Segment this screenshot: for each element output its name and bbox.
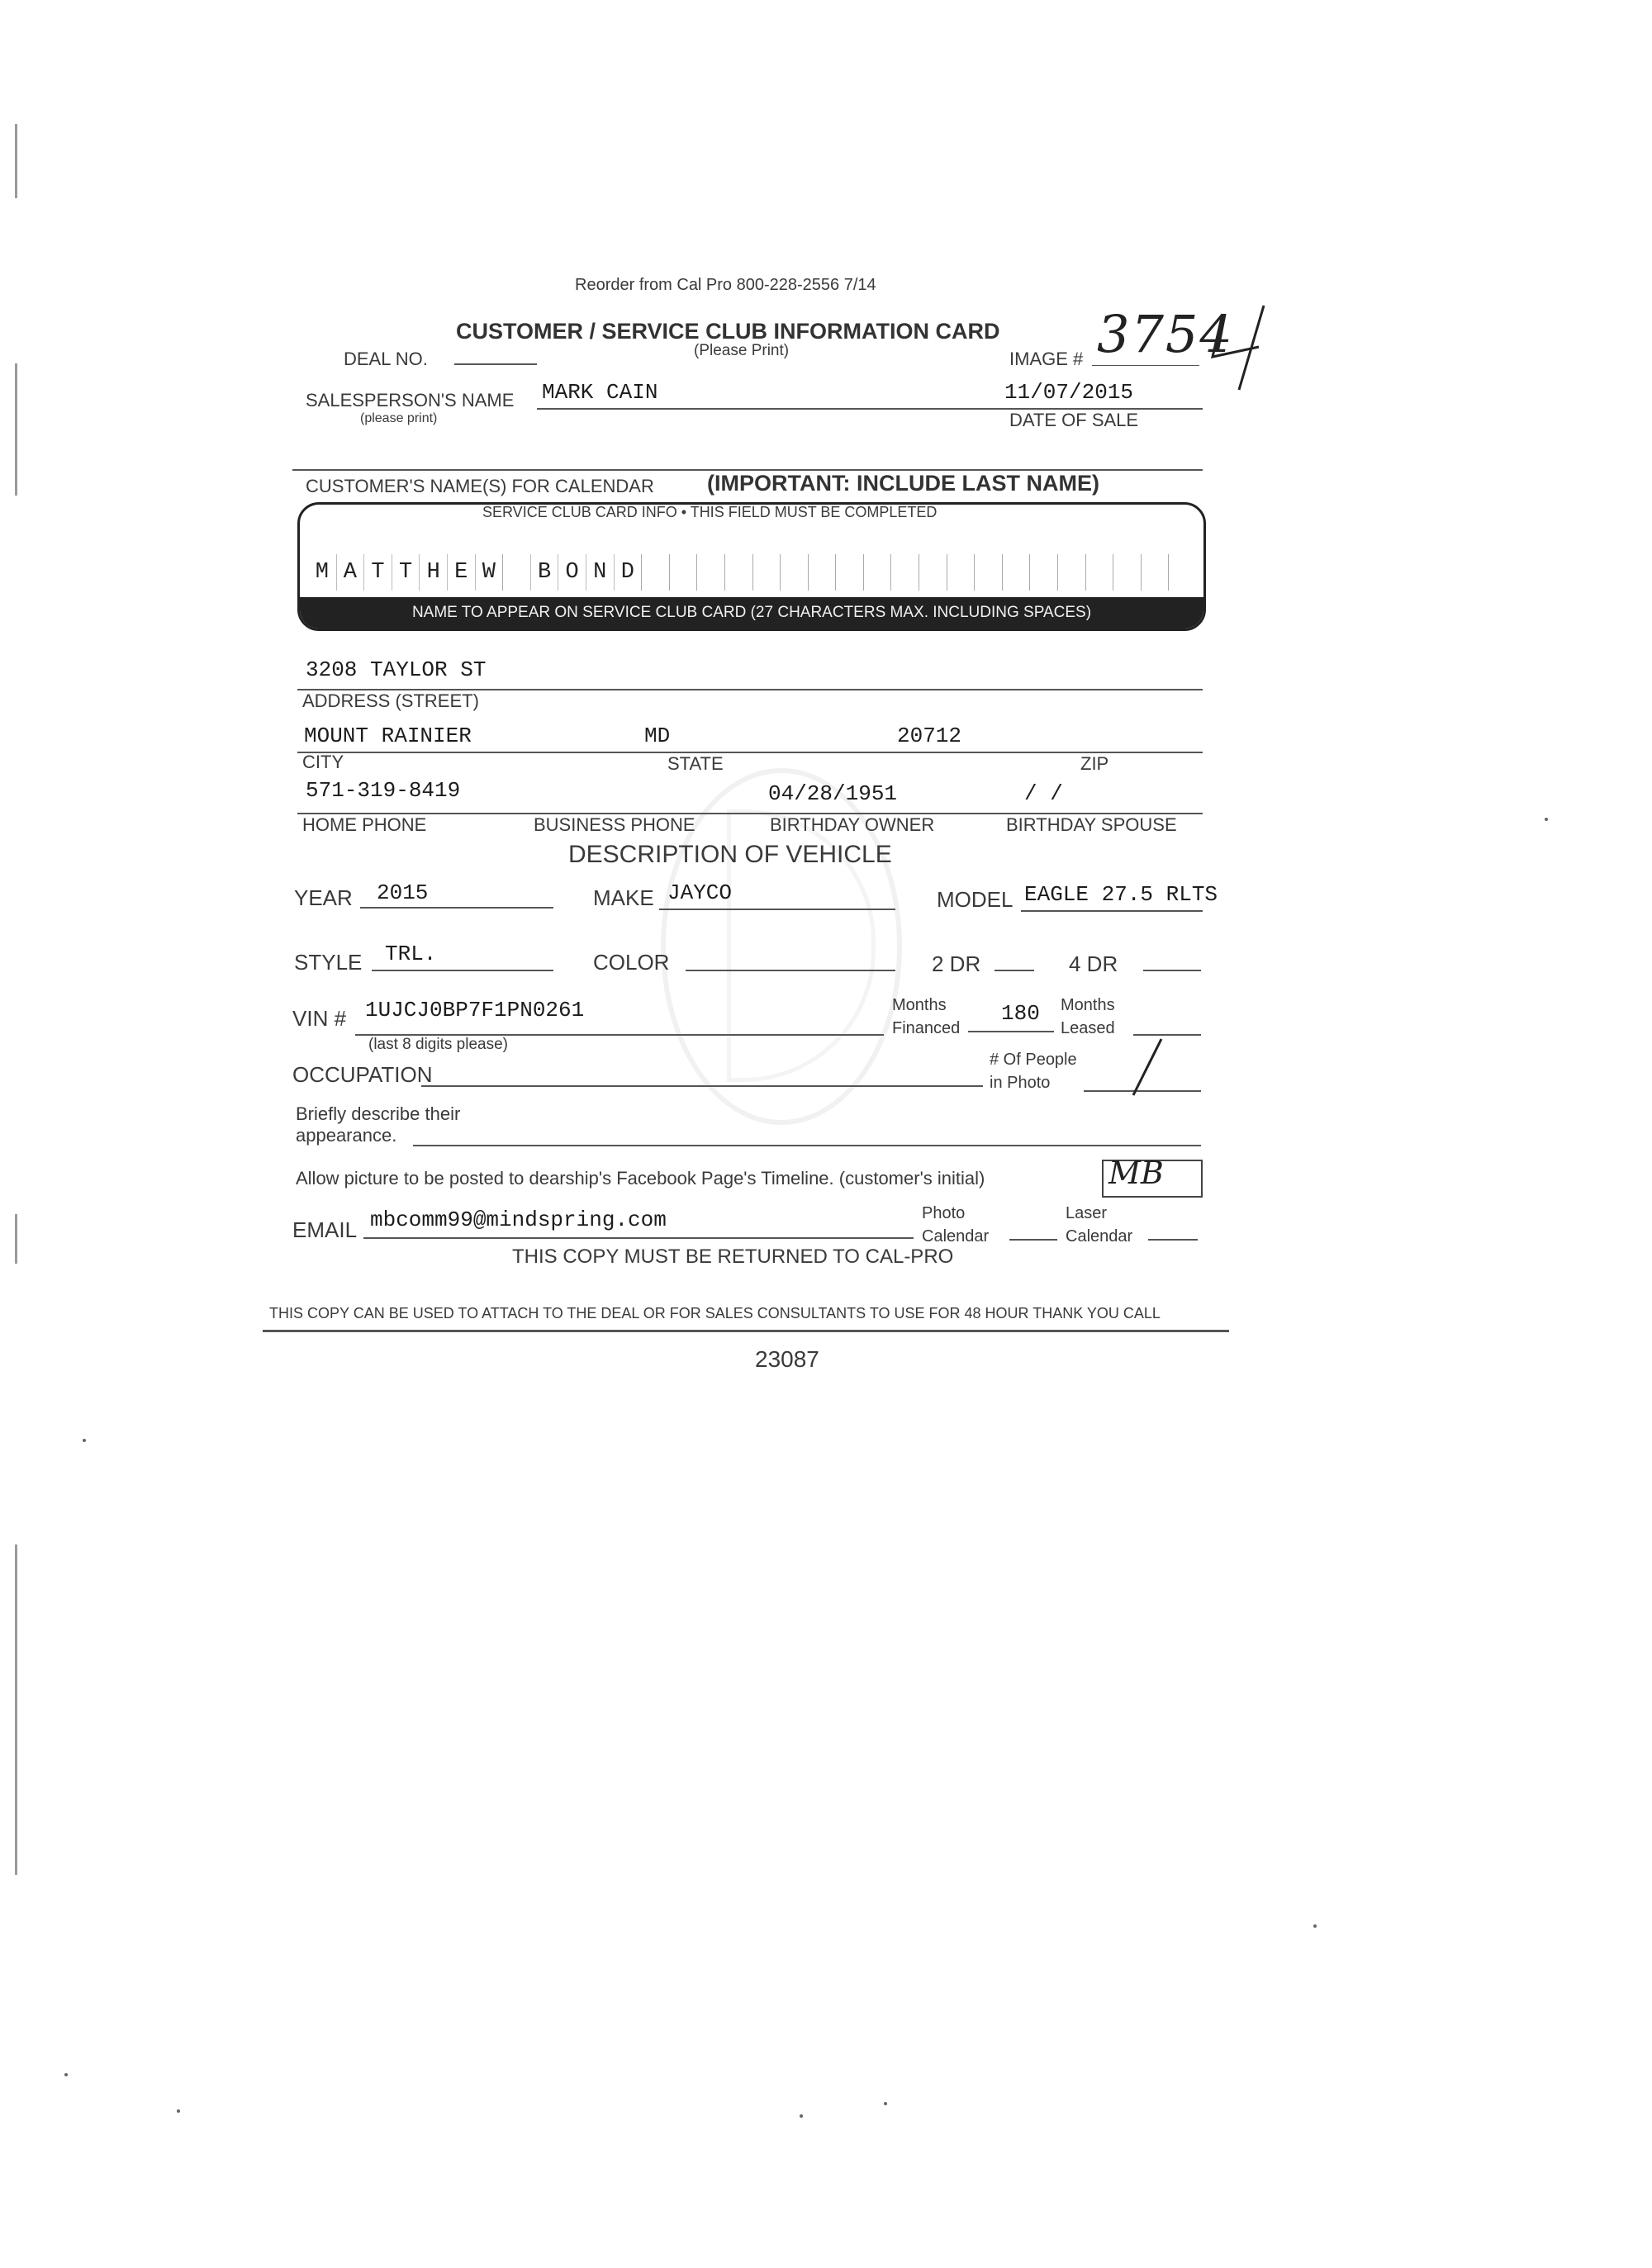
laser-calendar-bottom: Calendar [1066, 1227, 1133, 1246]
card-name-cell[interactable] [502, 554, 530, 591]
card-name-cell[interactable]: O [558, 554, 586, 591]
year-label: YEAR [294, 885, 353, 910]
email-line [363, 1237, 914, 1239]
form-title: CUSTOMER / SERVICE CLUB INFORMATION CARD [456, 319, 1000, 344]
style-value[interactable]: TRL. [385, 942, 437, 966]
card-name-cell[interactable]: W [475, 554, 503, 591]
card-name-cell[interactable] [947, 554, 975, 591]
service-club-card-field[interactable] [297, 502, 1206, 631]
card-name-cell[interactable] [1057, 554, 1085, 591]
state-label: STATE [667, 753, 724, 774]
occupation-field[interactable] [421, 1085, 983, 1087]
reorder-line: Reorder from Cal Pro 800-228-2556 7/14 [575, 276, 876, 294]
image-number-handwritten: 3754 [1097, 304, 1234, 364]
months-financed-value[interactable]: 180 [1001, 1001, 1040, 1026]
card-name-cell[interactable] [1113, 554, 1141, 591]
business-phone-label: BUSINESS PHONE [534, 814, 695, 835]
occupation-label: OCCUPATION [292, 1062, 433, 1087]
service-card-info: SERVICE CLUB CARD INFO • THIS FIELD MUST BE COMPLETED [482, 504, 938, 520]
scan-speck [884, 2102, 887, 2105]
email-label: EMAIL [292, 1217, 358, 1242]
months-financed-line [968, 1031, 1054, 1032]
salesperson-value[interactable]: MARK CAIN [542, 380, 658, 405]
card-name-cell[interactable]: N [586, 554, 614, 591]
card-name-cell[interactable]: M [315, 560, 329, 585]
birthday-owner-value[interactable]: 04/28/1951 [768, 781, 898, 806]
make-label: MAKE [593, 885, 654, 910]
card-name-cell[interactable]: H [419, 554, 447, 591]
scan-speck [177, 2109, 180, 2113]
title-note: (Please Print) [694, 342, 790, 359]
zip-label: ZIP [1080, 753, 1109, 774]
card-name-cell[interactable] [780, 554, 808, 591]
city-label: CITY [302, 752, 344, 772]
scan-edge-mark [15, 1544, 17, 1875]
date-of-sale-label: DATE OF SALE [1009, 410, 1139, 430]
model-label: MODEL [937, 887, 1014, 912]
city-value[interactable]: MOUNT RAINIER [304, 724, 472, 748]
vin-note: (last 8 digits please) [368, 1036, 508, 1053]
months-financed-bottom: Financed [892, 1019, 961, 1037]
people-in-photo-value [1156, 1016, 1157, 1017]
scan-speck [800, 2114, 803, 2118]
salesperson-label: SALESPERSON'S NAME [306, 390, 515, 410]
vehicle-heading: DESCRIPTION OF VEHICLE [568, 841, 892, 868]
home-phone-value[interactable]: 571-319-8419 [306, 778, 461, 803]
card-name-cell[interactable]: A [336, 554, 364, 591]
zip-value[interactable]: 20712 [897, 724, 962, 748]
card-name-cell[interactable] [919, 554, 947, 591]
street-label: ADDRESS (STREET) [302, 690, 479, 711]
four-door-label: 4 DR [1069, 951, 1118, 976]
card-name-cell[interactable] [1002, 554, 1030, 591]
scan-speck [64, 2073, 68, 2076]
make-line [659, 909, 895, 910]
color-field[interactable] [686, 970, 895, 971]
card-name-cell[interactable] [835, 554, 863, 591]
birthday-spouse-label: BIRTHDAY SPOUSE [1006, 814, 1177, 835]
card-name-cell[interactable]: T [392, 554, 420, 591]
card-name-cell[interactable] [890, 554, 919, 591]
card-name-cell[interactable] [724, 554, 752, 591]
style-label: STYLE [294, 950, 363, 975]
model-value[interactable]: EAGLE 27.5 RLTS [1024, 882, 1218, 907]
facebook-permission-text: Allow picture to be posted to dearship's Facebook Page's Timeline. (customer's initial) [296, 1168, 985, 1189]
scan-speck [1313, 1924, 1317, 1928]
photo-calendar-top: Photo [922, 1204, 966, 1222]
photo-calendar-field[interactable] [1009, 1239, 1057, 1241]
image-number-stroke [1206, 297, 1297, 396]
form-number: 23087 [755, 1346, 819, 1372]
model-line [1021, 910, 1203, 912]
two-door-field[interactable] [995, 970, 1034, 971]
vin-label: VIN # [292, 1006, 347, 1031]
appearance-label-1: Briefly describe their [296, 1103, 461, 1124]
customer-names-important: (IMPORTANT: INCLUDE LAST NAME) [707, 471, 1099, 496]
months-leased-bottom: Leased [1061, 1019, 1115, 1037]
card-name-cell[interactable] [641, 554, 669, 591]
card-name-cells[interactable] [308, 554, 1196, 591]
scan-speck [1545, 818, 1548, 821]
deal-no-label: DEAL NO. [344, 349, 428, 369]
card-name-cell[interactable] [1085, 554, 1113, 591]
image-number-underline [1092, 365, 1199, 366]
laser-calendar-field[interactable] [1148, 1239, 1198, 1241]
birthday-owner-label: BIRTHDAY OWNER [770, 814, 935, 835]
card-name-cell[interactable] [669, 554, 697, 591]
customer-names-label: CUSTOMER'S NAME(S) FOR CALENDAR [306, 476, 654, 496]
year-value[interactable]: 2015 [377, 880, 429, 905]
card-name-cell[interactable]: D [614, 554, 642, 591]
scan-edge-mark [15, 363, 17, 496]
street-value[interactable]: 3208 TAYLOR ST [306, 657, 487, 682]
laser-calendar-top: Laser [1066, 1204, 1108, 1222]
card-name-cell[interactable] [1168, 554, 1196, 591]
date-of-sale-value[interactable]: 11/07/2015 [1004, 380, 1134, 405]
photo-calendar-bottom: Calendar [922, 1227, 990, 1246]
make-value[interactable]: JAYCO [667, 880, 733, 905]
return-notice: THIS COPY MUST BE RETURNED TO CAL-PRO [512, 1246, 954, 1268]
city-line [297, 752, 1203, 753]
attach-notice: THIS COPY CAN BE USED TO ATTACH TO THE DEAL OR FOR SALES CONSULTANTS TO USE FOR 48 HOUR THANK YOU CALL [269, 1305, 1161, 1321]
card-name-band: NAME TO APPEAR ON SERVICE CLUB CARD (27 CHARACTERS MAX. INCLUDING SPACES) [300, 597, 1203, 629]
salesperson-note: (please print) [360, 411, 438, 425]
scan-edge-mark [15, 1214, 17, 1264]
card-name-cell[interactable] [808, 554, 836, 591]
months-financed-top: Months [892, 996, 947, 1014]
state-value[interactable]: MD [644, 724, 671, 748]
footer-rule [263, 1330, 1229, 1332]
card-name-cell[interactable] [1141, 554, 1169, 591]
color-label: COLOR [593, 950, 670, 975]
vin-value[interactable]: 1UJCJ0BP7F1PN0261 [365, 998, 585, 1022]
card-name-cell[interactable] [974, 554, 1002, 591]
image-label: IMAGE # [1009, 349, 1084, 369]
people-in-photo-handwritten [1115, 1034, 1181, 1100]
months-leased-top: Months [1061, 996, 1115, 1014]
four-door-field[interactable] [1143, 970, 1201, 971]
scan-edge-mark [15, 124, 17, 198]
appearance-label-2: appearance. [296, 1125, 397, 1146]
card-name-cell[interactable] [1029, 554, 1057, 591]
customer-initial-handwritten: MB [1108, 1155, 1164, 1191]
card-name-cell[interactable] [863, 554, 891, 591]
card-name-cell[interactable]: T [363, 554, 392, 591]
card-name-cell[interactable] [752, 554, 781, 591]
birthday-spouse-value[interactable]: / / [1024, 781, 1063, 806]
card-name-cell[interactable]: B [530, 554, 558, 591]
people-in-photo-label-2: in Photo [990, 1074, 1051, 1092]
card-name-cell[interactable]: E [447, 554, 475, 591]
year-line [360, 907, 553, 909]
two-door-label: 2 DR [932, 951, 981, 976]
people-in-photo-label-1: # Of People [990, 1051, 1077, 1069]
style-line [372, 970, 553, 971]
deal-no-field[interactable] [454, 363, 537, 365]
email-value[interactable]: mbcomm99@mindspring.com [370, 1208, 667, 1232]
card-name-cell[interactable] [696, 554, 724, 591]
home-phone-label: HOME PHONE [302, 814, 427, 835]
appearance-field[interactable] [413, 1145, 1201, 1146]
scan-speck [83, 1439, 86, 1442]
